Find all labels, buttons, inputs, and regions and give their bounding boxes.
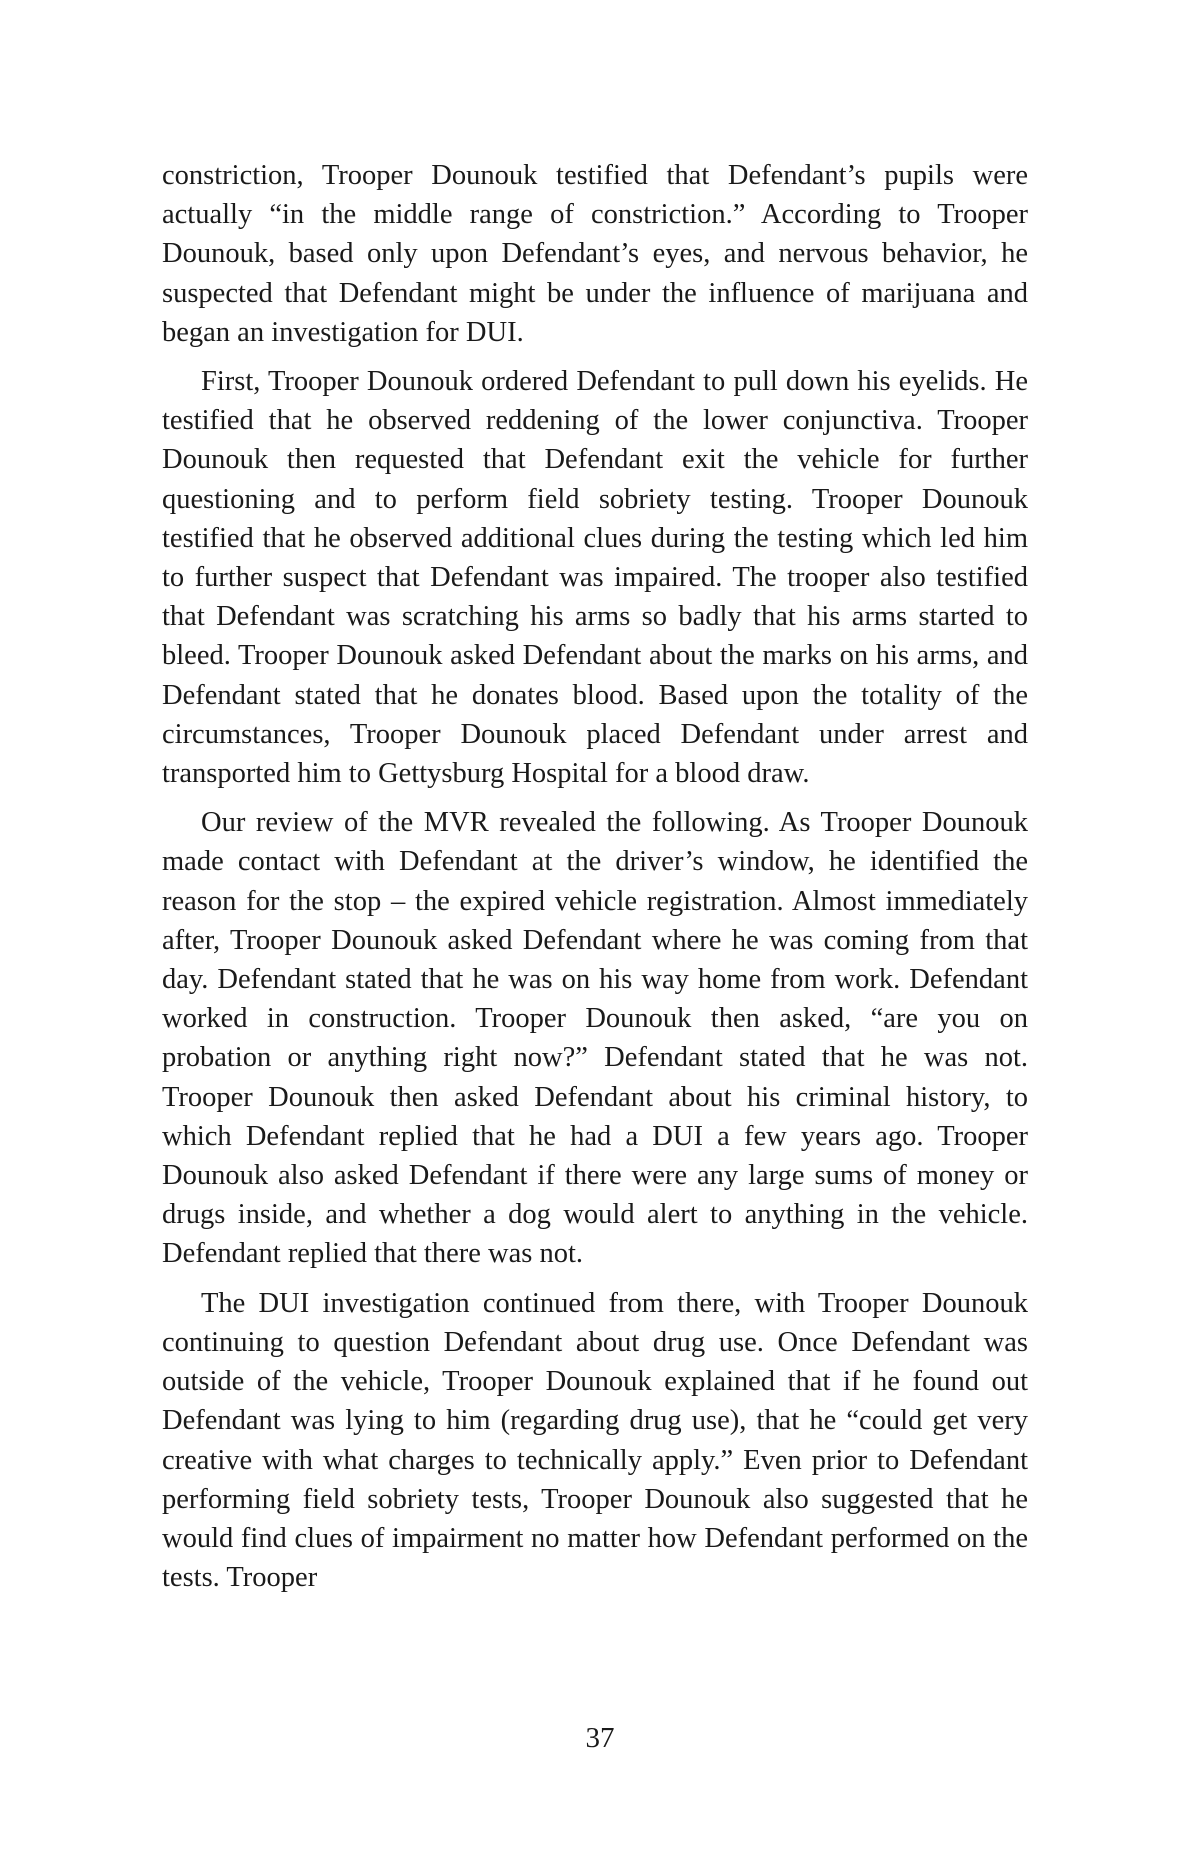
paragraph-continued: constriction, Trooper Dounouk testified that Defendant’s pupils were actually “in the middle range of constriction.” According to Trooper Dounouk, based only upon Defendant’s eyes, and nervous behavior, he suspected that Defendant might be under the influence of marijuana and began an investigation for DUI.	[162, 160, 1028, 348]
page-number: 37	[585, 1722, 615, 1754]
paragraph-eyelids: First, Trooper Dounouk ordered Defendant to pull down his eyelids. He testified that he observed reddening of the lower conjunctiva. Trooper Dounouk then requested that Defendant exit the vehicle for further questioning and to perform field sobriety testing. Trooper Dounouk testified that he observed additional clues during the testing which led him to further suspect that Defendant was impaired. The trooper also testified that Defendant was scratching his arms so badly that his arms started to bleed. Trooper Dounouk asked Defendant about the marks on his arms, and Defendant stated that he donates blood. Based upon the totality of the circumstances, Trooper Dounouk placed Defendant under arrest and transported him to Gettysburg Hospital for a blood draw.	[162, 366, 1028, 790]
paragraph-mvr-review: Our review of the MVR revealed the following. As Trooper Dounouk made contact with Defendant at the driver’s window, he identified the reason for the stop – the expired vehicle registration. Almost immediately after, Trooper Dounouk asked Defendant where he was coming from that day. Defendant stated that he was on his way home from work. Defendant worked in construction. Trooper Dounouk then asked, “are you on probation or anything right now?” Defendant stated that he was not. Trooper Dounouk then asked Defendant about his criminal history, to which Defendant replied that he had a DUI a few years ago. Trooper Dounouk also asked Defendant if there were any large sums of money or drugs inside, and whether a dog would alert to anything in the vehicle. Defendant replied that there was not.	[162, 807, 1028, 1270]
paragraph-dui-investigation: The DUI investigation continued from there, with Trooper Dounouk continuing to question Defendant about drug use. Once Defendant was outside of the vehicle, Trooper Dounouk explained that if he found out Defendant was lying to him (regarding drug use), that he “could get very creative with what charges to technically apply.” Even prior to Defendant performing field sobriety tests, Trooper Dounouk also suggested that he would find clues of impairment no matter how Defendant performed on the tests. Trooper	[162, 1287, 1028, 1594]
body-text	[162, 156, 1028, 1607]
